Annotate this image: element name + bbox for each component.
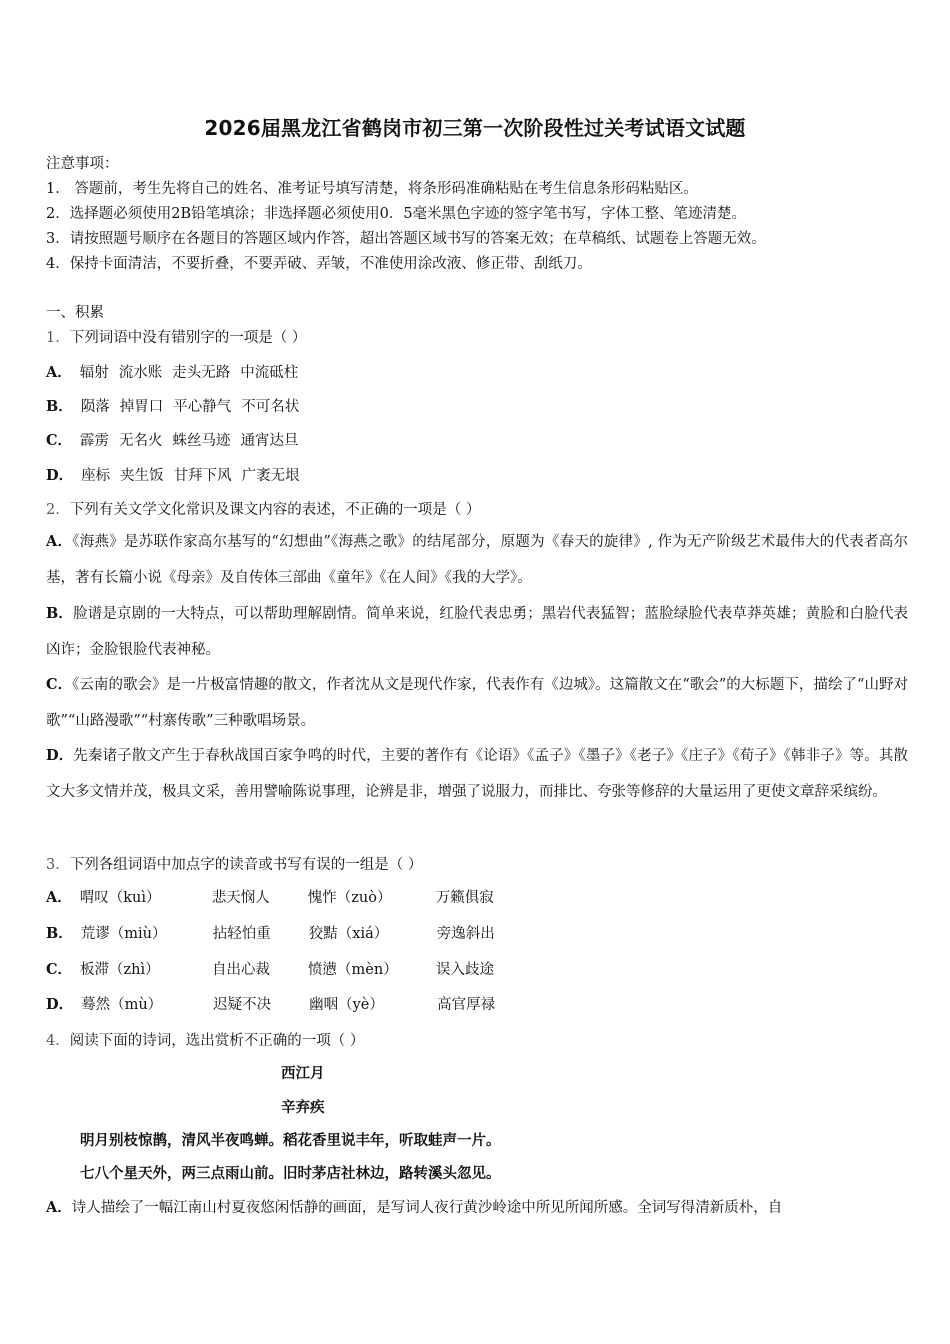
option-label: D． [46, 467, 74, 484]
option-word: 迟疑不决 [213, 997, 272, 1013]
question-number: 2． [46, 502, 70, 518]
option-word: 通宵达旦 [240, 433, 299, 449]
q2-option-d [46, 738, 908, 810]
option-text: 诗人描绘了一幅江南山村夏夜悠闲恬静的画面，是写词人夜行黄沙岭途中所见所闻所感。全词写得清新质朴，自 [71, 1200, 783, 1216]
option-word: 广袤无垠 [241, 468, 300, 484]
option-text: 《海燕》是苏联作家高尔基写的“幻想曲”《海燕之歌》的结尾部分，原题为《春天的旋律》, 作为无产阶级艺术最伟大的代表者高尔基，著有长篇小说《母亲》及自传体三部曲《童年》《在人间》《我的大学》。 [46, 534, 908, 586]
option-label: C． [46, 676, 73, 693]
option-label: C． [46, 432, 73, 449]
q3-option-d [46, 993, 495, 1014]
question-2 [46, 498, 480, 519]
option-word: 万籁俱寂 [435, 890, 494, 906]
poem-line-2: 七八个星天外，两三点雨山前。旧时茅店社林边，路转溪头忽见。 [80, 1166, 501, 1182]
option-label: C． [46, 961, 73, 978]
q1-option-b [46, 395, 309, 416]
option-word: 喟叹（kuì） [79, 890, 161, 906]
option-word: 自出心裁 [212, 962, 271, 978]
q3-option-b [46, 922, 495, 943]
option-word: 荒谬（miù） [80, 926, 167, 942]
poem-title: 西江月 [281, 1066, 325, 1082]
q1-option-c [46, 429, 309, 450]
option-word: 高官厚禄 [437, 997, 496, 1013]
q1-option-a [46, 361, 308, 382]
option-word: 旁逸斜出 [436, 926, 495, 942]
option-label: A． [46, 1199, 72, 1216]
q4-option-a [46, 1196, 782, 1217]
option-word: 掉胃口 [119, 399, 164, 415]
question-stem: 下列有关文学文化常识及课文内容的表述，不正确的一项是（ ） [69, 502, 481, 518]
option-word: 平心静气 [173, 399, 232, 415]
option-label: B． [46, 605, 74, 622]
option-word: 蓦然（mù） [81, 997, 163, 1013]
option-word: 愤懑（mèn） [308, 962, 398, 978]
option-word: 陨落 [80, 399, 110, 415]
option-word: 蛛丝马迹 [172, 433, 231, 449]
q3-option-c [46, 958, 494, 979]
option-word: 愧怍（zuò） [307, 890, 392, 906]
option-word: 板滞（zhì） [80, 962, 160, 978]
option-word: 误入歧途 [436, 962, 495, 978]
option-text: 先秦诸子散文产生于春秋战国百家争鸣的时代，主要的著作有《论语》《孟子》《墨子》《老子》《庄子》《荀子》《韩非子》等。其散文大多文情并茂，极具文采，善用譬喻陈说事理，论辨是非，增强了说服力，而排比、夸张等修辞的大量运用了更使文章辞采缤纷。 [46, 748, 908, 800]
option-word: 狡黠（xiá） [308, 926, 389, 942]
question-number: 3． [46, 857, 70, 873]
question-stem: 下列各组词语中加点字的读音或书写有误的一组是（ ） [69, 857, 423, 873]
poem-author: 辛弃疾 [281, 1100, 325, 1116]
option-label: A． [46, 533, 73, 550]
option-label: D． [46, 996, 74, 1013]
question-1 [46, 326, 306, 347]
q1-option-d [46, 464, 310, 485]
q2-option-c [46, 667, 908, 739]
notice-item-3: 3．请按照题号顺序在各题目的答题区域内作答，超出答题区域书写的答案无效；在草稿纸、试题卷上答题无效。 [46, 231, 766, 247]
question-stem: 阅读下面的诗词，选出赏析不正确的一项（ ） [69, 1033, 365, 1049]
option-word: 幽咽（yè） [309, 997, 384, 1013]
option-word: 悲天悯人 [211, 890, 270, 906]
q3-option-a [46, 886, 494, 907]
option-word: 无名火 [119, 433, 163, 449]
notice-item-1: 1． 答题前，考生先将自己的姓名、准考证号填写清楚，将条形码准确粘贴在考生信息条形码粘贴区。 [46, 181, 698, 197]
notice-item-2: 2．选择题必须使用2B铅笔填涂；非选择题必须使用0．5毫米黑色字迹的签字笔书写，字体工整、笔迹清楚。 [46, 206, 747, 222]
page-title: 2026届黑龙江省鹤岗市初三第一次阶段性过关考试语文试题 [204, 116, 746, 140]
q2-option-b [46, 596, 908, 668]
poem-line-1: 明月别枝惊鹊，清风半夜鸣蝉。稻花香里说丰年，听取蛙声一片。 [80, 1133, 501, 1149]
question-number: 1． [46, 330, 70, 346]
notice-heading: 注意事项： [46, 156, 119, 172]
option-word: 甘拜下风 [173, 468, 232, 484]
option-label: A． [46, 889, 72, 906]
option-word: 走头无路 [172, 365, 231, 381]
option-word: 霹雳 [80, 433, 110, 449]
option-word: 流水账 [118, 365, 163, 381]
option-label: B． [46, 398, 73, 415]
question-4 [46, 1029, 364, 1050]
question-stem: 下列词语中没有错别字的一项是（ ） [69, 330, 307, 346]
q2-option-a [46, 524, 908, 596]
option-text: 《云南的歌会》是一片极富情趣的散文，作者沈从文是现代作家，代表作有《边城》。这篇散文在“歌会”的大标题下，描绘了“山野对歌”“山路漫歌”“村寨传歌”三种歌唱场景。 [46, 677, 909, 729]
question-number: 4． [46, 1033, 70, 1049]
option-label: B． [46, 925, 73, 942]
option-word: 座标 [81, 468, 111, 484]
option-label: D． [46, 747, 74, 764]
question-3 [46, 853, 422, 874]
option-word: 辐射 [79, 365, 109, 381]
option-text: 脸谱是京剧的一大特点，可以帮助理解剧情。简单来说，红脸代表忠勇；黑岩代表猛智；蓝脸绿脸代表草莽英雄；黄脸和白脸代表凶诈；金脸银脸代表神秘。 [46, 606, 908, 658]
option-word: 不可名状 [241, 399, 300, 415]
option-word: 拈轻怕重 [212, 926, 271, 942]
option-word: 夹生饭 [120, 468, 164, 484]
section-heading: 一、积累 [46, 305, 104, 321]
option-label: A． [46, 364, 72, 381]
option-word: 中流砥柱 [240, 365, 299, 381]
notice-item-4: 4．保持卡面清洁，不要折叠，不要弄破、弄皱，不准使用涂改液、修正带、刮纸刀。 [46, 256, 592, 272]
